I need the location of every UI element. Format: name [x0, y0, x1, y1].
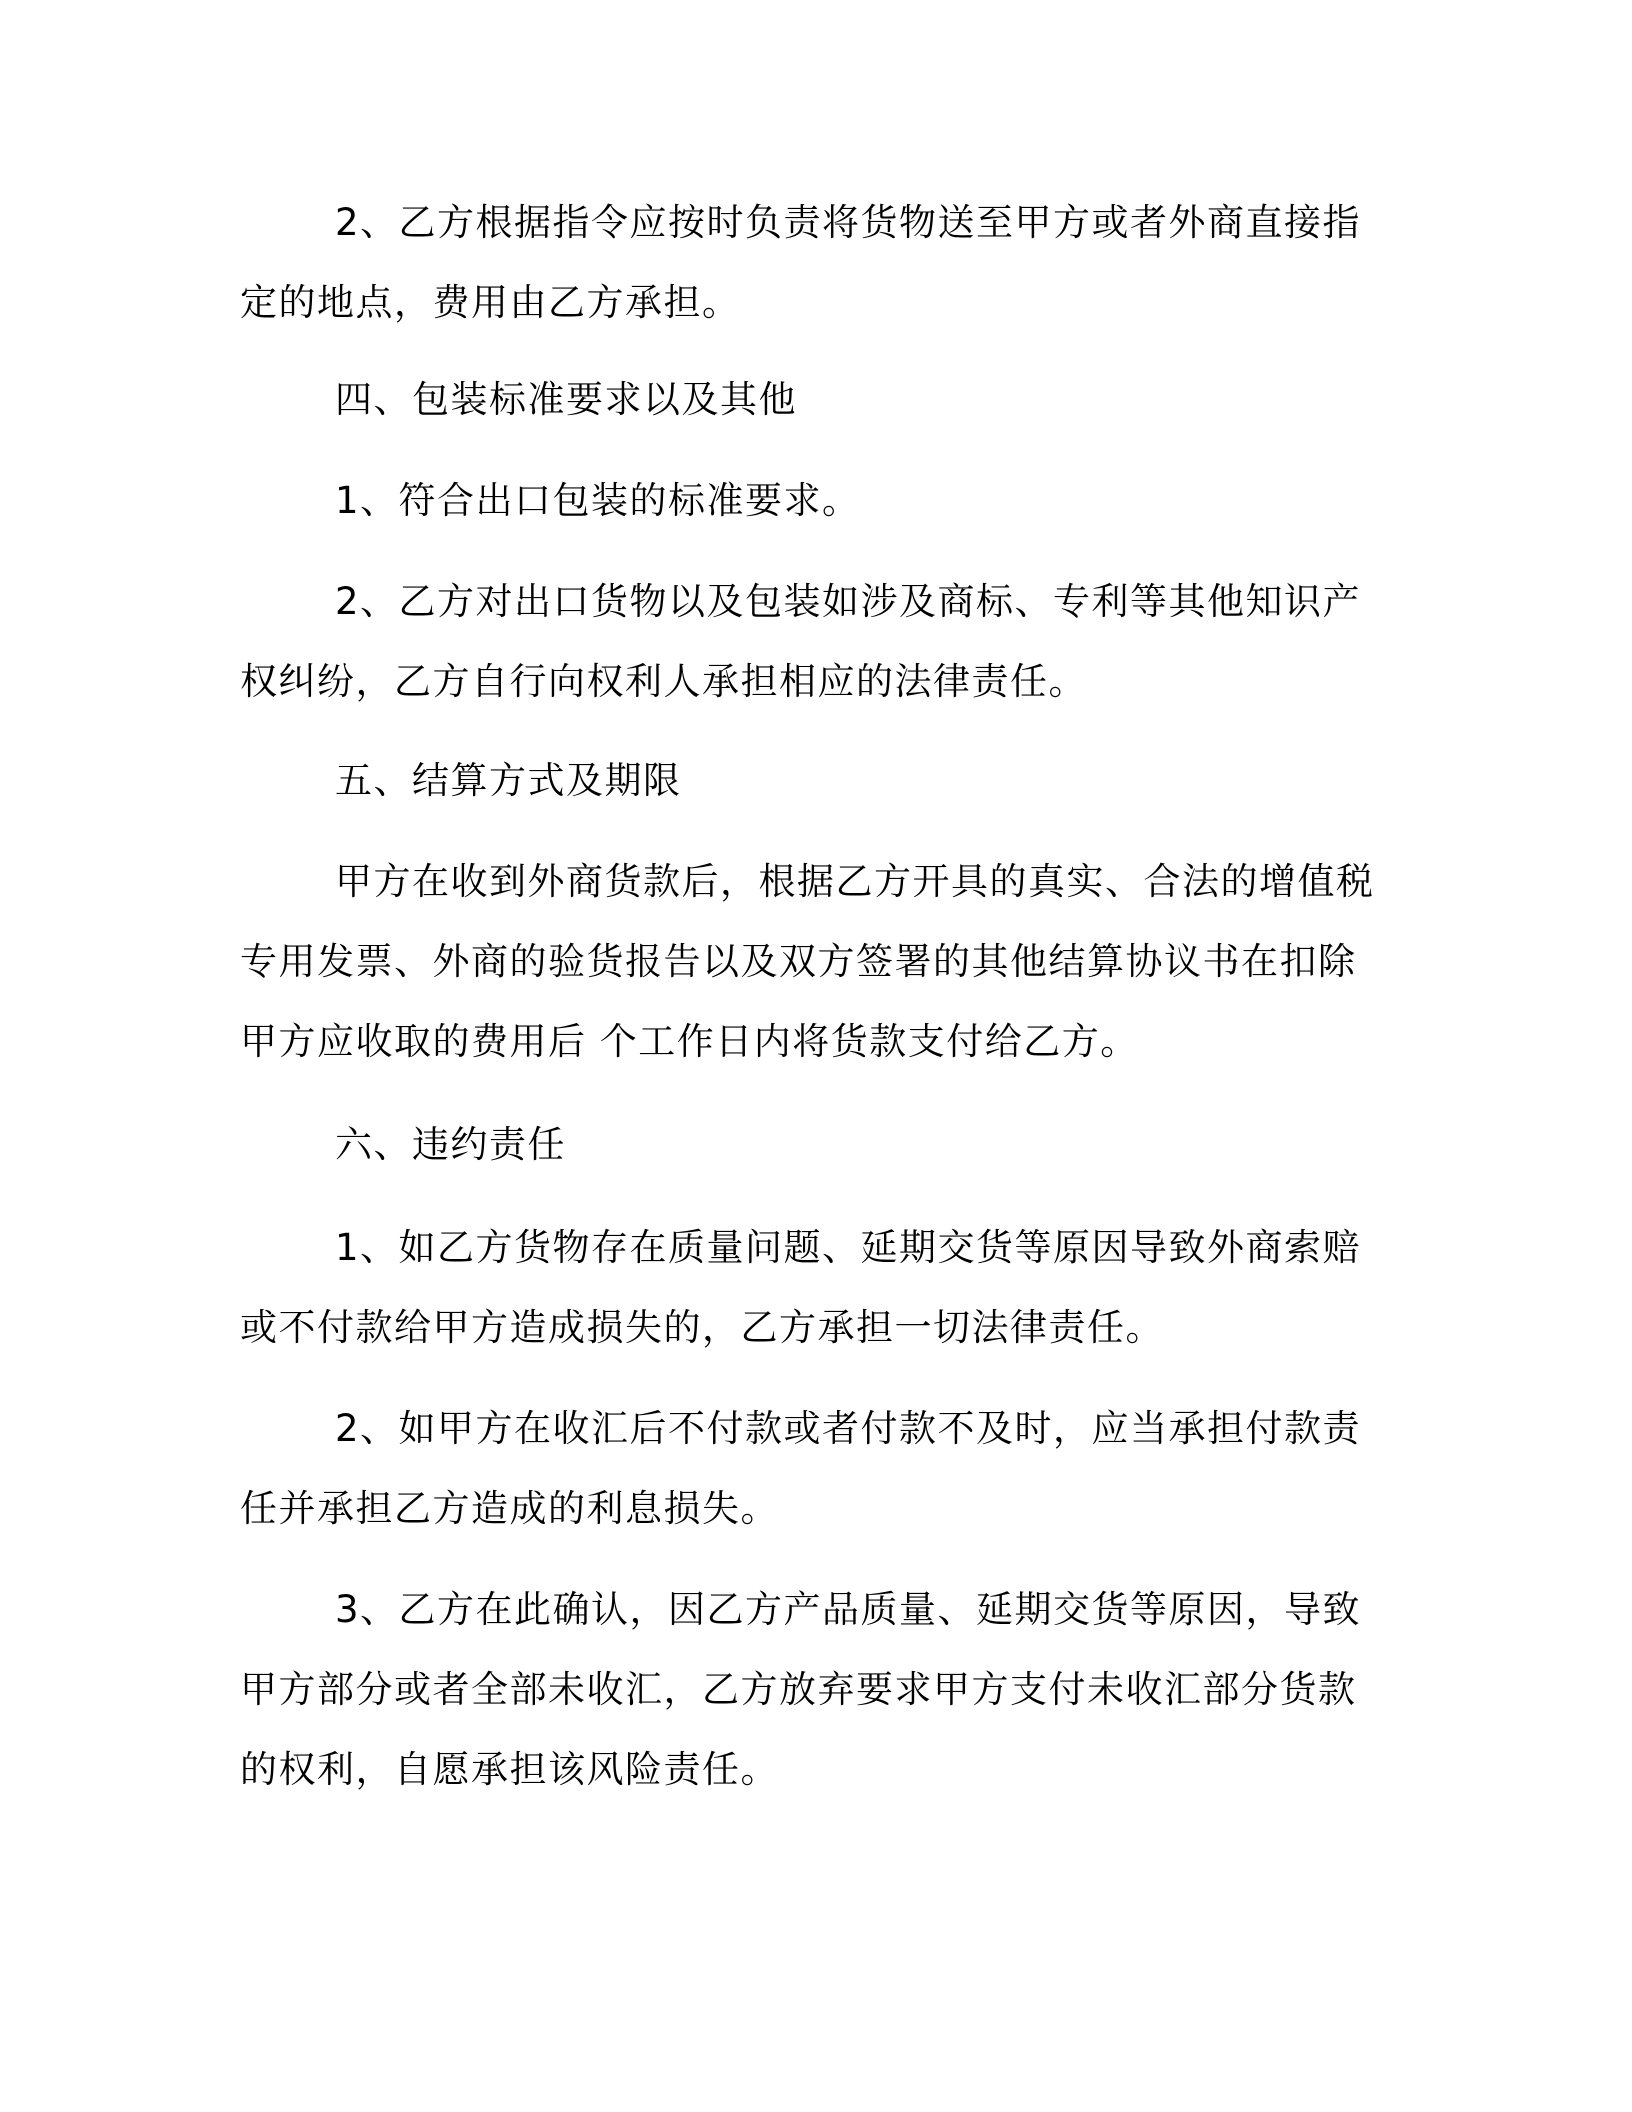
- section-5-heading: 五、结算方式及期限: [335, 759, 682, 802]
- clause-4-1-paragraph: 1、符合出口包装的标准要求。: [335, 479, 861, 522]
- clause-4-2-paragraph: 2、乙方对出口货物以及包装如涉及商标、专利等其他知识产权纠纷，乙方自行向权利人承担相应的法律责任。: [240, 580, 1362, 703]
- clause-3-2-paragraph: 2、乙方根据指令应按时负责将货物送至甲方或者外商直接指定的地点，费用由乙方承担。: [240, 201, 1362, 324]
- settlement-paragraph: 甲方在收到外商货款后，根据乙方开具的真实、合法的增值税专用发票、外商的验货报告以及双方签署的其他结算协议书在扣除甲方应收取的费用后 个工作日内将货款支付给乙方。: [240, 860, 1375, 1063]
- clause-6-2-paragraph: 2、如甲方在收汇后不付款或者付款不及时，应当承担付款责任并承担乙方造成的利息损失。: [240, 1407, 1362, 1530]
- clause-6-1-paragraph: 1、如乙方货物存在质量问题、延期交货等原因导致外商索赔或不付款给甲方造成损失的，乙方承担一切法律责任。: [240, 1226, 1362, 1349]
- section-6-heading: 六、违约责任: [335, 1123, 566, 1166]
- section-4-heading: 四、包装标准要求以及其他: [335, 378, 797, 421]
- clause-6-3-paragraph: 3、乙方在此确认，因乙方产品质量、延期交货等原因，导致甲方部分或者全部未收汇，乙方放弃要求甲方支付未收汇部分货款的权利，自愿承担该风险责任。: [240, 1588, 1362, 1791]
